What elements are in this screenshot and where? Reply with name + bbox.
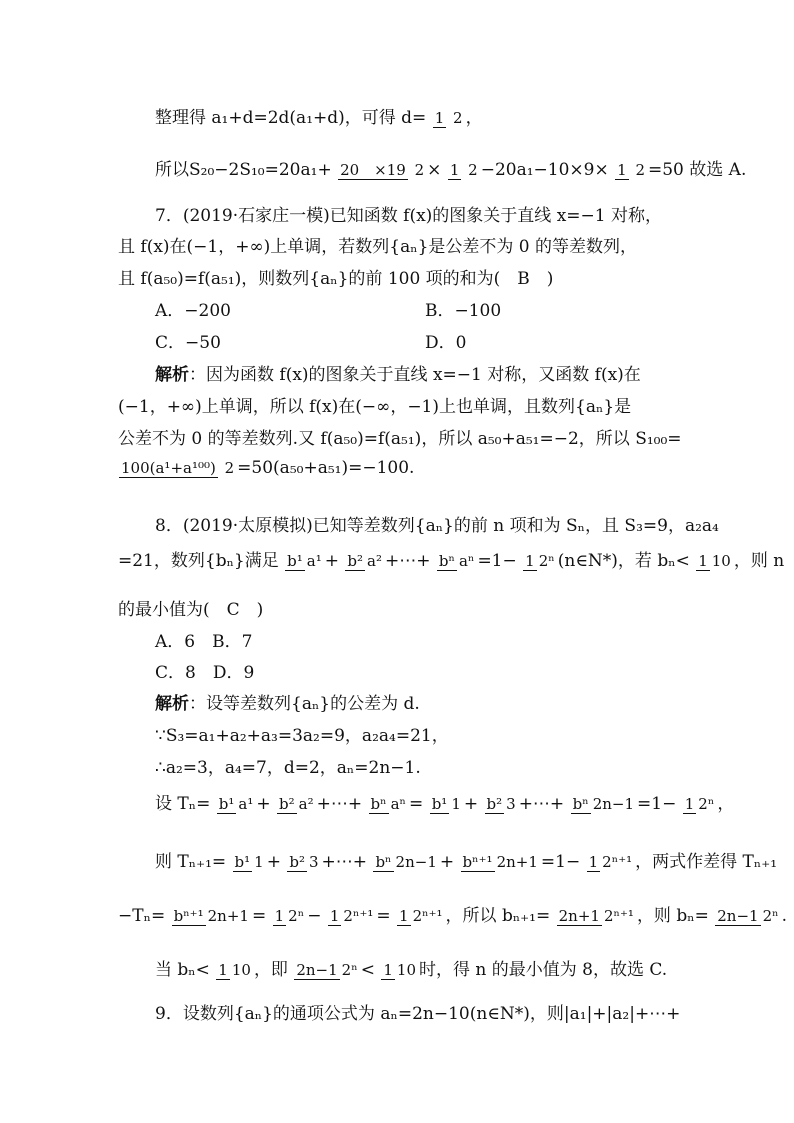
question-9-line-1: 9．设数列{aₙ}的通项公式为 aₙ=2n−10(n∈N*)，则|a₁|+|a₂|+⋯+ <box>155 1004 681 1024</box>
solution-8-line-2: ∵S₃=a₁+a₂+a₃=3a₂=9，a₂a₄=21， <box>155 726 449 746</box>
fraction-half-2: 1 2 <box>449 160 478 179</box>
question-8-line-1: 8．(2019·太原模拟)已知等差数列{aₙ}的前 n 项和为 Sₙ，且 S₃=9，a₂a₄ <box>155 516 719 536</box>
line-s20: 所以S₂₀−2S₁₀=20a₁+ 20 ×19 2 × 1 2 −20a₁−10×9× 1 2 =50 故选 A. <box>155 160 747 180</box>
fraction-half-3: 1 2 <box>617 160 645 179</box>
option-7-a: A．−200 <box>155 301 231 321</box>
solution-8-line-tn: 设 Tₙ= b¹ a¹ + b² a² +⋯+ bⁿ aⁿ = b¹ 1 + b² 3 +⋯+ bⁿ 2n−1 =1− 1 2ⁿ ， <box>155 794 735 814</box>
solution-7-line-3: 公差不为 0 的等差数列.又 f(a₅₀)=f(a₅₁)，所以 a₅₀+a₅₁=−2，所以 S₁₀₀= <box>118 429 682 449</box>
option-7-d: D．0 <box>425 333 467 353</box>
fraction-20x19: 20 ×19 2 <box>340 160 425 179</box>
question-7-line-2: 且 f(x)在(−1，+∞)上单调，若数列{aₙ}是公差不为 0 的等差数列， <box>118 237 638 257</box>
solution-label: 解析 <box>155 694 189 714</box>
question-7-line-3: 且 f(a₅₀)=f(a₅₁)，则数列{aₙ}的前 100 项的和为( B ) <box>118 269 554 289</box>
solution-7-line-4: 100(a¹+a¹⁰⁰) 2 =50(a₅₀+a₅₁)=−100. <box>121 458 415 478</box>
solution-7-line-1: 解析：因为函数 f(x)的图象关于直线 x=−1 对称，又函数 f(x)在 <box>155 365 641 385</box>
fraction-half: 1 2 <box>434 108 463 127</box>
text-simplify: 整理得 a₁+d=2d(a₁+d)，可得 d= <box>155 108 427 128</box>
option-7-c: C．−50 <box>155 333 221 353</box>
question-8-line-2: =21，数列{bₙ}满足 b¹ a¹ + b² a² +⋯+ bⁿ aⁿ =1− 1 2ⁿ (n∈N*)，若 bₙ< 1 10 ，则 n <box>118 551 785 571</box>
option-8-cd: C．8 D．9 <box>155 663 255 683</box>
option-8-ab: A．6 B．7 <box>155 632 253 652</box>
line-simplify: 整理得 a₁+d=2d(a₁+d)，可得 d= 1 2 ， <box>155 108 483 128</box>
solution-label: 解析 <box>155 365 189 385</box>
question-7-line-1: 7．(2019·石家庄一模)已知函数 f(x)的图象关于直线 x=−1 对称， <box>155 206 662 226</box>
option-7-b: B．−100 <box>425 301 502 321</box>
solution-8-line-diff: −Tₙ= bⁿ⁺¹ 2n+1 = 1 2ⁿ − 1 2ⁿ⁺¹ = 1 2ⁿ⁺¹ ，所以 bₙ₊₁= 2n+1 2ⁿ⁺¹ ，则 bₙ= 2n−1 2ⁿ . <box>118 906 788 926</box>
solution-8-line-conclusion: 当 bₙ< 1 10 ，即 2n−1 2ⁿ < 1 10 时，得 n 的最小值为 8，故选 C. <box>155 960 668 980</box>
solution-7-line-2: (−1，+∞)上单调，所以 f(x)在(−∞，−1)上也单调，且数列{aₙ}是 <box>118 397 632 417</box>
fraction-s100: 100(a¹+a¹⁰⁰) 2 <box>121 458 235 477</box>
solution-8-line-tn1: 则 Tₙ₊₁= b¹ 1 + b² 3 +⋯+ bⁿ 2n−1 + bⁿ⁺¹ 2n+1 =1− 1 2ⁿ⁺¹ ，两式作差得 Tₙ₊₁ <box>155 852 778 872</box>
solution-8-line-3: ∴a₂=3，a₄=7，d=2，aₙ=2n−1. <box>155 758 421 778</box>
solution-8-line-1: 解析：设等差数列{aₙ}的公差为 d. <box>155 694 420 714</box>
question-8-line-3: 的最小值为( C ) <box>118 600 264 620</box>
